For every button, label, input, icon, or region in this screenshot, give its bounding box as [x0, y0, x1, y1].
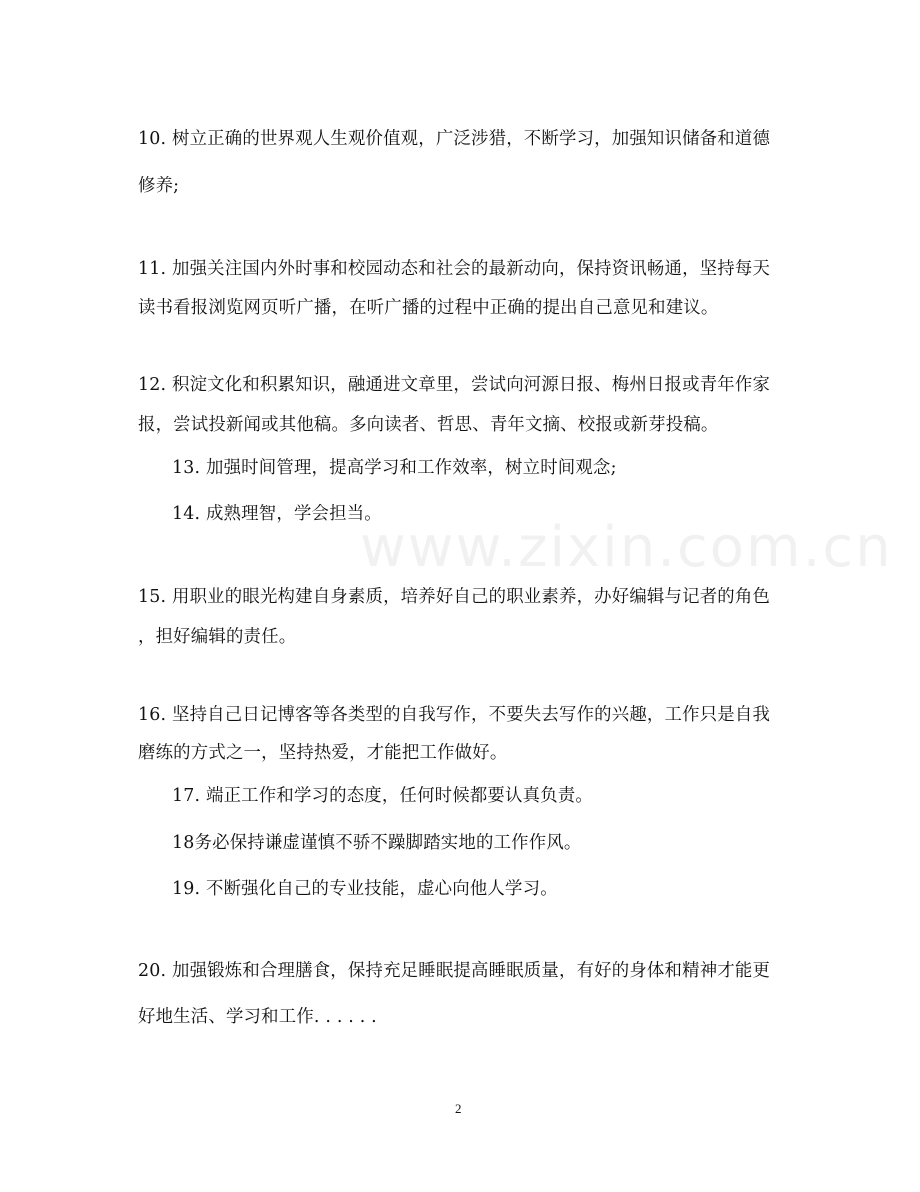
item-12-line-2: 报，尝试投新闻或其他稿。多向读者、哲思、青年文摘、校报或新芽投稿。 [138, 415, 719, 435]
item-11-line-1: 11. 加强关注国内外时事和校园动态和社会的最新动向，保持资讯畅通，坚持每天 [138, 259, 771, 279]
item-10-line-2: 修养; [138, 176, 180, 196]
item-11-line-2: 读书看报浏览网页听广播，在听广播的过程中正确的提出自己意见和建议。 [138, 298, 719, 318]
item-10-line-1: 10. 树立正确的世界观人生观价值观，广泛涉猎，不断学习，加强知识储备和道德 [138, 129, 771, 149]
item-19: 19. 不断强化自己的专业技能，虚心向他人学习。 [172, 879, 558, 899]
item-14: 14. 成熟理智，学会担当。 [172, 504, 382, 524]
watermark: www.zixin.com.cn [360, 515, 893, 580]
item-18: 18务必保持谦虚谨慎不骄不躁脚踏实地的工作作风。 [172, 833, 582, 853]
item-15-line-1: 15. 用职业的眼光构建自身素质，培养好自己的职业素养，办好编辑与记者的角色 [138, 587, 771, 607]
item-17: 17. 端正工作和学习的态度，任何时候都要认真负责。 [172, 786, 593, 806]
page-number: 2 [455, 1101, 462, 1116]
item-20-line-2: 好地生活、学习和工作. . . . . . [138, 1007, 377, 1027]
item-16-line-2: 磨练的方式之一，坚持热爱，才能把工作做好。 [138, 743, 508, 763]
item-15-line-2: ，担好编辑的责任。 [138, 627, 297, 647]
item-13: 13. 加强时间管理，提高学习和工作效率，树立时间观念; [172, 458, 617, 478]
item-12-line-1: 12. 积淀文化和积累知识，融通进文章里，尝试向河源日报、梅州日报或青年作家 [138, 375, 771, 395]
item-20-line-1: 20. 加强锻炼和合理膳食，保持充足睡眠提高睡眠质量，有好的身体和精神才能更 [138, 961, 771, 981]
item-16-line-1: 16. 坚持自己日记博客等各类型的自我写作，不要失去写作的兴趣，工作只是自我 [138, 705, 771, 725]
